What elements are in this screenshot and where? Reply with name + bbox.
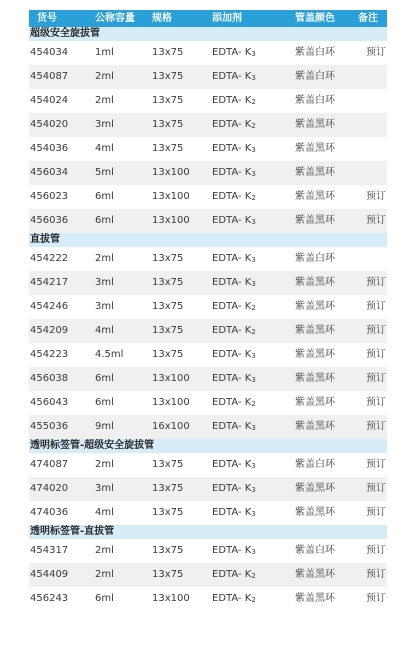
- cell-spec: 13x75: [152, 143, 184, 154]
- cell-spec: 13x100: [152, 191, 190, 202]
- cell-additive: [212, 271, 256, 296]
- additive-text: EDTA- K: [212, 71, 252, 82]
- cell-spec: 13x75: [152, 47, 184, 58]
- additive-text: EDTA- K: [212, 143, 252, 154]
- cell-note: 预订: [366, 325, 386, 336]
- cell-spec: 13x100: [152, 593, 190, 604]
- cell-cap-color: 紫盖白环: [295, 253, 335, 264]
- cell-spec: 13x100: [152, 373, 190, 384]
- cell-spec: 13x100: [152, 215, 190, 226]
- cell-volume: 2ml: [95, 71, 114, 82]
- cell-cap-color: 紫盖白环: [295, 459, 335, 470]
- additive-text: EDTA- K: [212, 119, 252, 130]
- cell-cap-color: 紫盖白环: [295, 47, 335, 58]
- cell-additive: [212, 453, 256, 478]
- additive-subscript: 2: [251, 572, 256, 580]
- product-table: [29, 10, 387, 611]
- cell-volume: 4ml: [95, 143, 114, 154]
- additive-subscript: 3: [251, 146, 256, 154]
- header-code: 货号: [37, 13, 57, 24]
- cell-additive: [212, 391, 256, 416]
- cell-additive: [212, 41, 256, 66]
- table-row: [29, 415, 387, 439]
- cell-code: 456034: [30, 167, 69, 178]
- additive-text: EDTA- K: [212, 349, 252, 360]
- table-row: [29, 209, 387, 233]
- table-row: [29, 319, 387, 343]
- cell-cap-color: 紫盖黑环: [295, 421, 335, 432]
- cell-cap-color: 紫盖黑环: [295, 349, 335, 360]
- cell-code: 454223: [30, 349, 69, 360]
- section-title: 透明标签管-直拔管: [29, 525, 387, 539]
- cell-spec: 13x75: [152, 95, 184, 106]
- cell-cap-color: 紫盖黑环: [295, 373, 335, 384]
- table-row: [29, 343, 387, 367]
- cell-volume: 6ml: [95, 397, 114, 408]
- cell-spec: 13x75: [152, 277, 184, 288]
- cell-code: 474036: [30, 507, 69, 518]
- table-row: [29, 113, 387, 137]
- cell-cap-color: 紫盖黑环: [295, 143, 335, 154]
- cell-spec: 13x75: [152, 301, 184, 312]
- cell-spec: 13x75: [152, 253, 184, 264]
- cell-note: 预订: [366, 593, 386, 604]
- table-row: [29, 501, 387, 525]
- cell-volume: 3ml: [95, 277, 114, 288]
- additive-text: EDTA- K: [212, 95, 252, 106]
- cell-volume: 1ml: [95, 47, 114, 58]
- additive-subscript: 3: [251, 352, 256, 360]
- additive-text: EDTA- K: [212, 47, 252, 58]
- cell-volume: 9ml: [95, 421, 114, 432]
- cell-volume: 2ml: [95, 569, 114, 580]
- cell-volume: 4ml: [95, 325, 114, 336]
- cell-code: 474087: [30, 459, 69, 470]
- cell-note: 预订: [366, 397, 386, 408]
- table-row: [29, 563, 387, 587]
- additive-text: EDTA- K: [212, 277, 252, 288]
- cell-volume: 6ml: [95, 215, 114, 226]
- additive-subscript: 3: [251, 50, 256, 58]
- table-row: [29, 539, 387, 563]
- additive-text: EDTA- K: [212, 373, 252, 384]
- cell-spec: 13x75: [152, 569, 184, 580]
- table-row: [29, 477, 387, 501]
- additive-subscript: 2: [251, 122, 256, 130]
- cell-spec: 13x75: [152, 483, 184, 494]
- additive-subscript: 2: [251, 304, 256, 312]
- table-row: [29, 89, 387, 113]
- cell-note: 预订: [366, 301, 386, 312]
- cell-note: 预订: [366, 483, 386, 494]
- cell-volume: 6ml: [95, 191, 114, 202]
- cell-additive: [212, 415, 256, 440]
- section-title: 超级安全旋拔管: [29, 27, 387, 41]
- cell-volume: 4ml: [95, 507, 114, 518]
- cell-note: 预订: [366, 349, 386, 360]
- cell-code: 454024: [30, 95, 69, 106]
- cell-additive: [212, 587, 256, 612]
- cell-additive: [212, 65, 256, 90]
- additive-subscript: 3: [251, 280, 256, 288]
- additive-subscript: 2: [251, 400, 256, 408]
- cell-cap-color: 紫盖黑环: [295, 325, 335, 336]
- header-cap-color: 管盖颜色: [295, 13, 335, 24]
- cell-spec: 13x100: [152, 397, 190, 408]
- cell-additive: [212, 563, 256, 588]
- table-row: [29, 185, 387, 209]
- cell-volume: 4.5ml: [95, 349, 124, 360]
- table-row: [29, 247, 387, 271]
- table-row: [29, 391, 387, 415]
- additive-subscript: 2: [251, 328, 256, 336]
- cell-note: 预订: [366, 545, 386, 556]
- cell-note: 预订: [366, 215, 386, 226]
- additive-text: EDTA- K: [212, 253, 252, 264]
- cell-volume: 2ml: [95, 253, 114, 264]
- table-row: [29, 65, 387, 89]
- cell-cap-color: 紫盖黑环: [295, 507, 335, 518]
- cell-cap-color: 紫盖白环: [295, 545, 335, 556]
- cell-spec: 13x75: [152, 349, 184, 360]
- additive-subscript: 3: [251, 462, 256, 470]
- cell-note: 预订: [366, 421, 386, 432]
- cell-code: 474020: [30, 483, 69, 494]
- table-row: [29, 587, 387, 611]
- cell-note: 预订: [366, 47, 386, 58]
- cell-note: 预订: [366, 569, 386, 580]
- cell-additive: [212, 319, 256, 344]
- cell-spec: 13x75: [152, 71, 184, 82]
- cell-volume: 3ml: [95, 301, 114, 312]
- cell-note: 预订: [366, 507, 386, 518]
- additive-text: EDTA- K: [212, 191, 252, 202]
- cell-note: 预订: [366, 191, 386, 202]
- cell-spec: 16x100: [152, 421, 190, 432]
- cell-code: 455036: [30, 421, 69, 432]
- additive-text: EDTA- K: [212, 301, 252, 312]
- table-row: [29, 41, 387, 65]
- cell-code: 456243: [30, 593, 69, 604]
- additive-text: EDTA- K: [212, 421, 252, 432]
- cell-volume: 3ml: [95, 119, 114, 130]
- header-additive: 添加剂: [212, 13, 242, 24]
- cell-additive: [212, 137, 256, 162]
- additive-subscript: 3: [251, 548, 256, 556]
- additive-subscript: 3: [251, 376, 256, 384]
- cell-code: 454217: [30, 277, 69, 288]
- additive-text: EDTA- K: [212, 545, 252, 556]
- cell-volume: 6ml: [95, 593, 114, 604]
- cell-additive: [212, 89, 256, 114]
- additive-text: EDTA- K: [212, 325, 252, 336]
- additive-subscript: 2: [251, 194, 256, 202]
- additive-subscript: 3: [251, 74, 256, 82]
- cell-code: 454209: [30, 325, 69, 336]
- cell-code: 454409: [30, 569, 69, 580]
- cell-cap-color: 紫盖黑环: [295, 301, 335, 312]
- cell-additive: [212, 295, 256, 320]
- header-volume: 公称容量: [95, 13, 135, 24]
- cell-volume: 2ml: [95, 95, 114, 106]
- cell-additive: [212, 185, 256, 210]
- header-spec: 规格: [152, 13, 172, 24]
- cell-cap-color: 紫盖黑环: [295, 119, 335, 130]
- cell-code: 454020: [30, 119, 69, 130]
- cell-spec: 13x75: [152, 119, 184, 130]
- additive-subscript: 3: [251, 256, 256, 264]
- cell-note: 预订: [366, 459, 386, 470]
- cell-spec: 13x75: [152, 459, 184, 470]
- table-row: [29, 137, 387, 161]
- additive-text: EDTA- K: [212, 569, 252, 580]
- table-row: [29, 295, 387, 319]
- cell-cap-color: 紫盖黑环: [295, 167, 335, 178]
- cell-code: 454317: [30, 545, 69, 556]
- cell-code: 454034: [30, 47, 69, 58]
- cell-additive: [212, 539, 256, 564]
- table-row: [29, 271, 387, 295]
- table-row: [29, 453, 387, 477]
- cell-cap-color: 紫盖黑环: [295, 593, 335, 604]
- additive-subscript: 3: [251, 486, 256, 494]
- additive-text: EDTA- K: [212, 507, 252, 518]
- additive-text: EDTA- K: [212, 397, 252, 408]
- cell-cap-color: 紫盖白环: [295, 95, 335, 106]
- cell-spec: 13x75: [152, 545, 184, 556]
- cell-additive: [212, 247, 256, 272]
- cell-code: 454222: [30, 253, 69, 264]
- cell-code: 454087: [30, 71, 69, 82]
- additive-subscript: 2: [251, 98, 256, 106]
- table-row: [29, 367, 387, 391]
- cell-cap-color: 紫盖黑环: [295, 215, 335, 226]
- cell-volume: 2ml: [95, 459, 114, 470]
- additive-text: EDTA- K: [212, 167, 252, 178]
- header-note: 备注: [358, 13, 378, 24]
- cell-code: 454036: [30, 143, 69, 154]
- cell-code: 456043: [30, 397, 69, 408]
- cell-additive: [212, 343, 256, 368]
- cell-code: 454246: [30, 301, 69, 312]
- cell-additive: [212, 209, 256, 234]
- cell-additive: [212, 477, 256, 502]
- table-row: [29, 161, 387, 185]
- additive-text: EDTA- K: [212, 215, 252, 226]
- cell-volume: 2ml: [95, 545, 114, 556]
- cell-cap-color: 紫盖黑环: [295, 483, 335, 494]
- cell-note: 预订: [366, 277, 386, 288]
- cell-code: 456036: [30, 215, 69, 226]
- cell-volume: 5ml: [95, 167, 114, 178]
- cell-spec: 13x100: [152, 167, 190, 178]
- cell-cap-color: 紫盖黑环: [295, 569, 335, 580]
- additive-subscript: 3: [251, 510, 256, 518]
- additive-subscript: 3: [251, 170, 256, 178]
- cell-cap-color: 紫盖黑环: [295, 397, 335, 408]
- cell-code: 456038: [30, 373, 69, 384]
- cell-volume: 3ml: [95, 483, 114, 494]
- section-title: 直拔管: [29, 233, 387, 247]
- cell-additive: [212, 161, 256, 186]
- cell-spec: 13x75: [152, 507, 184, 518]
- additive-subscript: 3: [251, 424, 256, 432]
- cell-cap-color: 紫盖黑环: [295, 277, 335, 288]
- cell-additive: [212, 367, 256, 392]
- cell-additive: [212, 501, 256, 526]
- additive-text: EDTA- K: [212, 483, 252, 494]
- additive-text: EDTA- K: [212, 593, 252, 604]
- cell-code: 456023: [30, 191, 69, 202]
- cell-cap-color: 紫盖黑环: [295, 191, 335, 202]
- additive-text: EDTA- K: [212, 459, 252, 470]
- section-title: 透明标签管-超级安全旋拔管: [29, 439, 387, 453]
- additive-subscript: 3: [251, 218, 256, 226]
- cell-volume: 6ml: [95, 373, 114, 384]
- cell-cap-color: 紫盖白环: [295, 71, 335, 82]
- additive-subscript: 2: [251, 596, 256, 604]
- cell-additive: [212, 113, 256, 138]
- cell-spec: 13x75: [152, 325, 184, 336]
- table-body: [29, 27, 387, 611]
- table-header: [29, 10, 387, 27]
- cell-note: 预订: [366, 373, 386, 384]
